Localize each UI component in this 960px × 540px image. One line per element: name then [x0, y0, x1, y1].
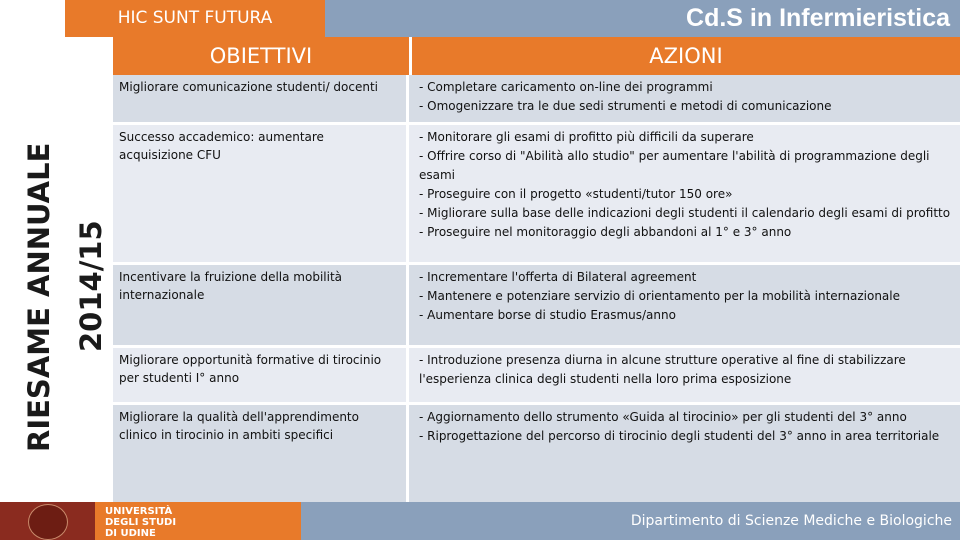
actions-cell — [409, 75, 960, 122]
actions-column-header: AZIONI — [412, 37, 960, 75]
action-item: - Riprogettazione del percorso di tirocinio degli studenti del 3° anno in area territoriale — [419, 429, 940, 443]
action-item: - Aggiornamento dello strumento «Guida al tirocinio» per gli studenti del 3° anno — [419, 410, 907, 424]
university-name-line1: UNIVERSITÀ — [105, 506, 173, 517]
department-label: Dipartimento di Scienze Mediche e Biologiche — [630, 513, 952, 529]
side-title-line1: RIESAME ANNUALE — [22, 142, 56, 452]
action-item: - Completare caricamento on-line dei programmi — [419, 80, 713, 94]
objective-cell: Migliorare opportunità formative di tirocinio per studenti I° anno — [113, 348, 409, 402]
actions-cell — [409, 265, 960, 345]
action-item: - Introduzione presenza diurna in alcune strutture operative al fine di stabilizzare l'esperienza clinica degli studenti nella loro prima esposizione — [419, 353, 906, 386]
action-item: - Proseguire nel monitoraggio degli abbandoni al 1° e 3° anno — [419, 225, 792, 239]
actions-cell — [409, 405, 960, 502]
side-title-line2: 2014/15 — [74, 220, 108, 352]
action-item: - Omogenizzare tra le due sedi strumenti e metodi di comunicazione — [419, 99, 832, 113]
header-tab: HIC SUNT FUTURA — [65, 0, 325, 37]
objective-cell: Successo accademico: aumentare acquisizione CFU — [113, 125, 409, 262]
objectives-column-header: OBIETTIVI — [113, 37, 409, 75]
action-item: - Mantenere e potenziare servizio di orientamento per la mobilità internazionale — [419, 289, 900, 303]
action-item: - Aumentare borse di studio Erasmus/anno — [419, 308, 676, 322]
actions-cell — [409, 125, 960, 262]
objectives-actions-table — [113, 75, 960, 502]
action-item: - Proseguire con il progetto «studenti/tutor 150 ore» — [419, 187, 733, 201]
university-name-line3: DI UDINE — [105, 528, 156, 539]
action-item: - Migliorare sulla base delle indicazioni degli studenti il calendario degli esami di profitto — [419, 206, 951, 220]
table-row — [113, 265, 960, 345]
action-item: - Incrementare l'offerta di Bilateral agreement — [419, 270, 697, 284]
university-logo — [95, 502, 301, 540]
university-name-line2: DEGLI STUDI — [105, 517, 177, 528]
actions-cell — [409, 348, 960, 402]
action-item: - Monitorare gli esami di profitto più difficili da superare — [419, 130, 754, 144]
table-row — [113, 405, 960, 502]
university-crest-icon — [28, 504, 68, 540]
page-title: Cd.S in Infermieristica — [686, 4, 950, 32]
objective-cell: Migliorare comunicazione studenti/ docenti — [113, 75, 409, 122]
table-row — [113, 348, 960, 402]
objective-cell: Incentivare la fruizione della mobilità internazionale — [113, 265, 409, 345]
action-item: - Offrire corso di "Abilità allo studio" per aumentare l'abilità di programmazione degli esami — [419, 149, 930, 182]
table-row — [113, 75, 960, 122]
side-title — [0, 0, 113, 502]
table-row — [113, 125, 960, 262]
objective-cell: Migliorare la qualità dell'apprendimento clinico in tirocinio in ambiti specifici — [113, 405, 409, 502]
